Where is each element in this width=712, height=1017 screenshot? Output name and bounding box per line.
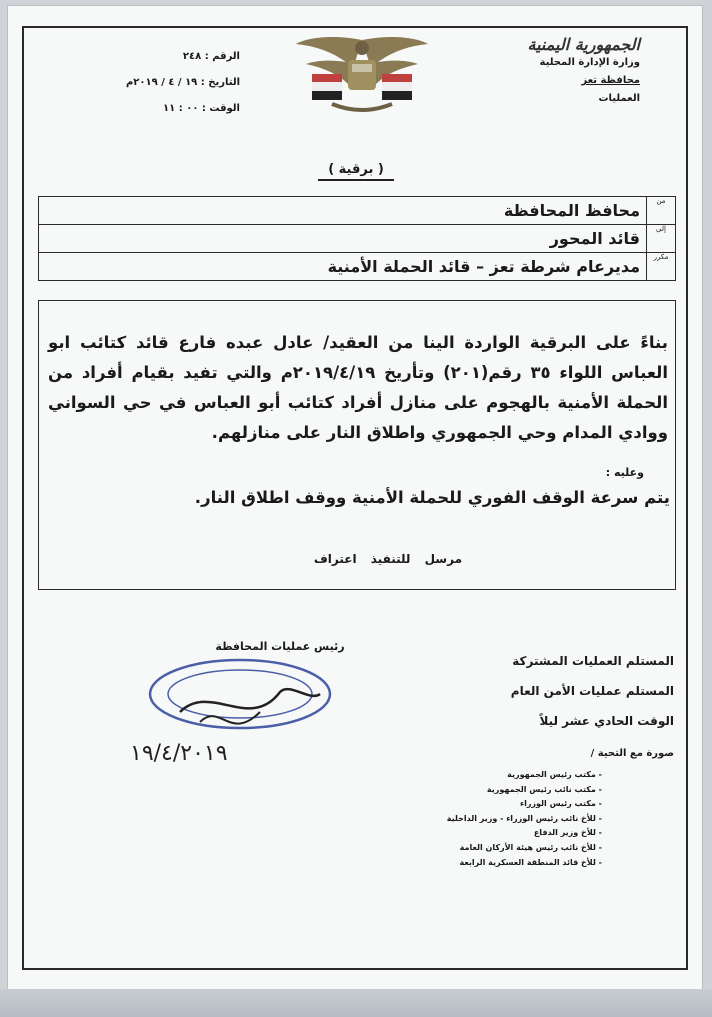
receipt-block: [444, 646, 674, 736]
reference-number: الرقم : ٢٤٨: [182, 51, 240, 62]
address-value: محافظ المحافظة: [39, 197, 647, 225]
governorate-name: محافظة تعز: [581, 75, 640, 86]
cc-item: - للأخ نائب رئيس الوزراء - وزير الداخلية: [342, 812, 602, 827]
address-label: إلى: [647, 225, 676, 253]
address-row: [39, 225, 676, 253]
receipt-line: الوقت الحادي عشر ليلاً: [539, 714, 674, 728]
header-left: [60, 44, 240, 122]
bottom-strip: [0, 989, 712, 1017]
department-name: العمليات: [598, 93, 640, 104]
address-row: [39, 253, 676, 281]
address-value: قائد المحور: [39, 225, 647, 253]
handwritten-date: ١٩/٤/٢٠١٩: [130, 741, 228, 766]
yemen-eagle-emblem-icon: [292, 30, 432, 118]
address-value: مديرعام شرطة تعز – قائد الحملة الأمنية: [39, 253, 647, 281]
address-row: [39, 197, 676, 225]
receipt-line: المستلم العمليات المشتركة: [512, 654, 674, 668]
body-text: بناءً على البرقية الواردة الينا من العقيد/ عادل عبده فارع قائد كتائب ابو العباس اللواء ٣٥ رقم(٢٠١) وتأريخ ٢٠١٩/٤/١٩م والتي تفيد بقيام أفراد من الحملة الأمنية بالهجوم على منازل أفراد كتائب أبو العباس في حي السواني ووادي المدام وحي الجمهوري واطلاق النار على منازلهم.: [48, 333, 669, 442]
telegram-title: ( برقية ): [318, 162, 394, 181]
republic-name: الجمهورية اليمنية: [527, 35, 640, 54]
address-label: من: [647, 197, 676, 225]
ops-head-title: رئيس عمليات المحافظة: [215, 640, 345, 653]
cc-item: - مكتب نائب رئيس الجمهورية: [342, 783, 602, 798]
receipt-line: المستلم عمليات الأمن العام: [510, 684, 674, 698]
official-stamp-signature: [120, 652, 360, 772]
send-note: مرسل للتنفيذ اعتراف: [313, 552, 462, 566]
header-right: [490, 36, 640, 108]
cc-item: - للأخ قائد المنطقة العسكرية الرابعة: [342, 856, 602, 871]
cc-list: [342, 768, 602, 870]
reference-date: التاريخ : ١٩ / ٤ / ٢٠١٩م: [125, 77, 240, 88]
therefore-label: وعليه :: [605, 466, 644, 479]
decision-text: يتم سرعة الوقف الفوري للحملة الأمنية ووقف اطلاق النار.: [194, 488, 670, 507]
cc-item: - مكتب رئيس الوزراء: [342, 797, 602, 812]
cc-item: - مكتب رئيس الجمهورية: [342, 768, 602, 783]
cc-item: - للأخ نائب رئيس هيئة الأركان العامة: [342, 841, 602, 856]
reference-time: الوقت : ٠٠ : ١١: [163, 103, 240, 114]
cc-item: - للأخ وزير الدفاع: [342, 826, 602, 841]
address-table: [38, 196, 676, 281]
body-paragraph: [48, 328, 668, 448]
ministry-name: وزارة الإدارة المحلية: [539, 57, 640, 68]
address-label: مكرر: [647, 253, 676, 281]
cc-title: صورة مع التحية /: [590, 748, 674, 759]
